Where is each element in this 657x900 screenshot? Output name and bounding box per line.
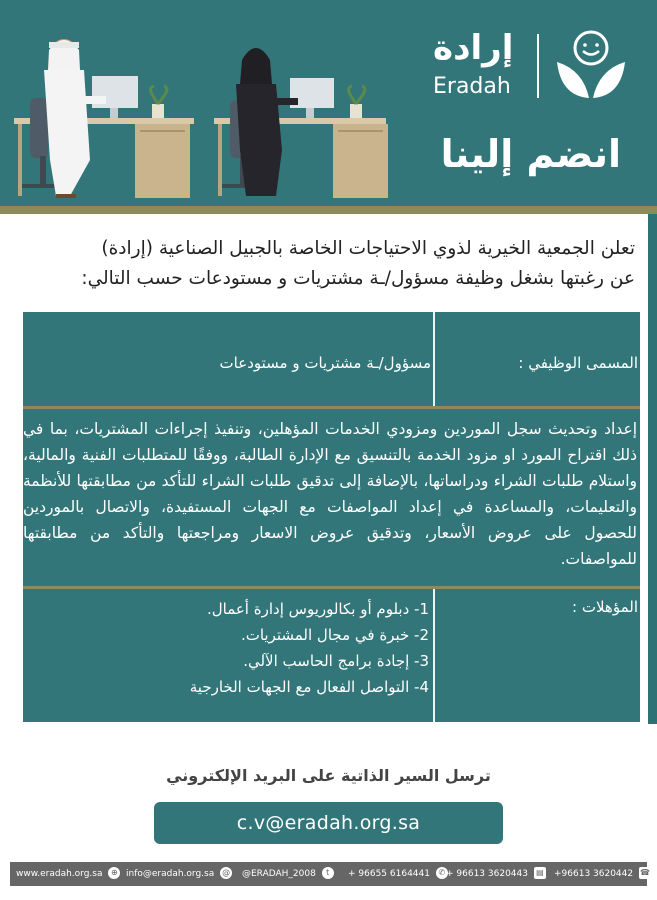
office-workers-illustration <box>0 0 400 206</box>
telephone-icon: ☎ <box>640 867 650 877</box>
fax-icon: ▤ <box>534 867 546 879</box>
eradah-logo <box>429 26 629 106</box>
footer-email[interactable] <box>126 862 232 886</box>
job-title-label: المسمى الوظيفي : <box>518 354 638 372</box>
qualification-item: 4- التواصل الفعال مع الجهات الخارجية <box>189 678 429 696</box>
whatsapp-icon: ✆ <box>436 867 448 879</box>
at-icon: @ <box>222 867 231 877</box>
footer-phone <box>554 862 651 886</box>
qualification-item: 1- دبلوم أو بكالوريوس إدارة أعمال. <box>206 600 429 618</box>
footer-phone-text: +96613 3620442 <box>554 869 634 879</box>
footer-fax <box>446 862 546 886</box>
footer-website-text: www.eradah.org.sa <box>16 869 103 879</box>
qualifications-label: المؤهلات : <box>572 598 638 616</box>
footer-email-text: info@eradah.org.sa <box>126 869 215 879</box>
side-accent-bar <box>648 214 657 724</box>
header-accent-strip <box>0 206 657 214</box>
logo-english-text: Eradah <box>433 74 511 99</box>
header-banner <box>0 0 657 210</box>
globe-icon: ⊕ <box>108 867 120 879</box>
logo-arabic-text: إرادة <box>433 28 514 68</box>
footer-fax-text: + 96613 3620443 <box>446 869 528 879</box>
smiling-leaves-logo-icon <box>549 26 629 106</box>
table-divider-horizontal <box>23 406 640 409</box>
table-divider-horizontal <box>23 586 640 589</box>
logo-divider <box>537 34 539 98</box>
footer-twitter-text: @ERADAH_2008 <box>242 869 316 879</box>
announcement-line-2: عن رغبتها بشغل وظيفة مسؤول/ـة مشتريات و مستودعات حسب التالي: <box>81 268 635 289</box>
twitter-icon: t <box>322 867 334 879</box>
footer-website[interactable] <box>16 862 120 886</box>
footer-whatsapp-text: + 96655 6164441 <box>348 869 430 879</box>
qualifications-list <box>29 596 429 700</box>
footer-whatsapp[interactable] <box>348 862 448 886</box>
send-cv-instruction: ترسل السير الذاتية على البريد الإلكتروني <box>166 766 491 785</box>
job-details-table <box>23 312 640 722</box>
join-us-title: انضم إلينا <box>440 132 621 176</box>
announcement-text <box>15 234 635 294</box>
announcement-line-1: تعلن الجمعية الخيرية لذوي الاحتياجات الخاصة بالجبيل الصناعية (إرادة) <box>101 238 635 259</box>
qualification-item: 2- خبرة في مجال المشتريات. <box>240 626 429 644</box>
job-description: إعداد وتحديث سجل الموردين ومزودي الخدمات المؤهلين، وتنفيذ إجراءات المشتريات، بما في ذلك اقتراح المورد او مزود الخدمة بالتنسيق مع الإدارة الطالبة، ووفقًا للمتطلبات الفنية والمالية، واستلام طلبات الشراء ودراساتها، بالإضافة إلى تدقيق طلبات الشراء للتأكد من مطابقتها للأنظمة والتعليمات، والمساعدة في إعداد المواصفات مع الجهات المستفيدة، والاتصال بالموردين للحصول على عروض الأسعار، وتدقيق عروض الاسعار ومراجعتها والتأكد من مطابقتها للمواصفات. <box>23 420 637 568</box>
cv-email-button[interactable]: c.v@eradah.org.sa <box>154 802 503 844</box>
footer-twitter[interactable] <box>242 862 334 886</box>
job-title-value: مسؤول/ـة مشتريات و مستودعات <box>219 354 431 372</box>
contact-footer <box>10 862 650 886</box>
qualification-item: 3- إجادة برامج الحاسب الآلي. <box>243 652 429 670</box>
